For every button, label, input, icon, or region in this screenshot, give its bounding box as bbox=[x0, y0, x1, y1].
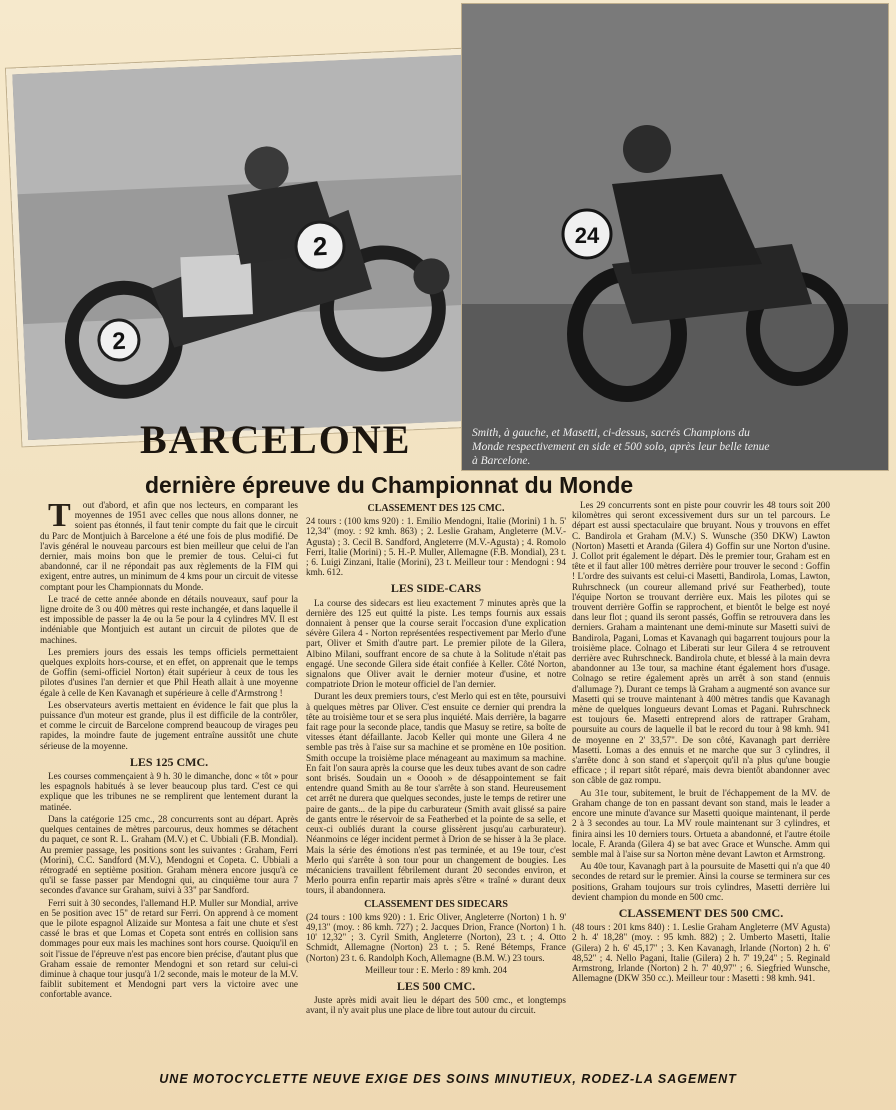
motorcycle-illustration bbox=[462, 4, 888, 470]
paragraph: Durant les deux premiers tours, c'est Merlo qui est en tête, poursuivi à quelques mètres par Oliver. C'est ensuite ce dernier qui prendra la tête au troisième tour et se sera plus inquiété. Mais derrière, la bagarre fait rage pour la seconde place, tandis que Masuy se retire, sa boîte de vitesses étant défaillante. Jacob Keller qui monte une Gilera 4 ne semble pas très à l'aise sur sa machine et se promène en 10e position. Smith occupe la troisième place ménageant au maximum sa machine. En fait l'on saura après la course que les deux tubes avant de son cadre sont brisés. Soudain un « Ooooh » de désappointement se fait entendre quand Smith au 8e tour s'arrête à son stand. Heureusement cet arrêt ne durera que quelques secondes, juste le temps de retirer une paire de gants... de la pipe du carburateur (Smith avait glissé sa paire de gants entre le réservoir de sa Featherbed et la pointe de sa selle, et ceux-ci oubliés durant la course glissèrent jusqu'au carburateur). Néanmoins ce léger incident permet à Drion de se hisser à la 3e place. Mais la série des émotions n'est pas terminée, et au 19e tour, c'est Merlo qui s'arrête à son tour pour un changement de bougies. Les mécaniciens travaillent fébrilement durant 20 secondes environ, et Merlo pourra enfin repartir mais après s'être « traîné » durant deux tours, il abandonnera. bbox=[306, 691, 566, 896]
sidecar-illustration bbox=[12, 54, 498, 440]
article-title: BARCELONE bbox=[140, 417, 412, 462]
paragraph: out d'abord, et afin que nos lecteurs, en comparant les moyennes de 1951 avec celles que nous allons donner, ne soient pas étonnés, il faut tenir compte du fait que le circuit du Parc de Montjuich à Barcelone a été une fois de plus modifié. De l'avis général le nouveau parcours est bien meilleur que celui de l'an dernier, mais moins bon que le premier de tous. Celui-ci fut abandonné, car il ne répondait pas aux règlements de la FIM qui exigent, entre autres, un minimum de 4 kms pour un circuit de vitesse comptant pour les Championnats du Monde. bbox=[40, 500, 298, 592]
paragraph: Ferri suit à 30 secondes, l'allemand H.P. Muller sur Mondial, arrive en 5e position avec 15" de retard sur Ferri. On apprend à ce moment que le pilote espagnol Alizaide sur Montesa a fait une chute et s'est cassé le bras et que Lomas et Copeta sont entrés en collision sans dommages pour eux mais les machines sont hors course. Quoiqu'il en soit l'issue de l'épreuve n'est pas encore bien précise, d'autant plus que Graham essaie de remonter Mendogni et son retard sur celui-ci diminue à chaque tour jusqu'à 1/2 seconde, mais le moteur de la M.V. faiblit subitement et Mendogni part vers la victoire avec une confortable avance. bbox=[40, 897, 298, 1000]
column-3 bbox=[572, 500, 830, 985]
photo-caption: Smith, à gauche, et Masetti, ci-dessus, sacrés Champions du Monde respectivement en side et 500 solo, après leur belle tenue à Barcelone. bbox=[472, 427, 770, 467]
race-number-right: 24 bbox=[574, 223, 600, 248]
results-sidecars: (24 tours : 100 kms 920) : 1. Eric Oliver, Angleterre (Norton) 1 h. 9' 49,13" (moy. : 86 kmh. 727) ; 2. Jacques Drion, France (Norton) 1 h. 10' 12,32" ; 3. Cyril Smith, Angleterre (Norton), 23 t. ; 4. Otto Schmidt, Allemagne (Norton) 23 t. ; 5. René Bétemps, France (Norton) 23 t. 6. Randolph Koch, Allemagne (B.M. W.) 23 tours. bbox=[306, 911, 566, 963]
photo-smith-sidecar bbox=[6, 48, 504, 447]
paragraph: Au 40e tour, Kavanagh part à la poursuite de Masetti qui n'a que 40 secondes de retard sur le premier. Ainsi la course se terminera sur ces positions, Graham toujours sur trois cylindres, Masetti derrière lui devient champion du monde en 500 cmc. bbox=[572, 861, 830, 902]
results-heading-125: CLASSEMENT DES 125 CMC. bbox=[367, 503, 505, 514]
results-heading-sidecars: CLASSEMENT DES SIDECARS bbox=[364, 898, 508, 910]
paragraph: Les observateurs avertis mettaient en évidence le fait que plus la puissance d'un moteur est grande, plus il est difficile de la contrôler, et comme le circuit de Barcelone comprend beaucoup de virages peu rapides, la moindre faute de jugement entraîne aussitôt une chute sérieuse de la moyenne. bbox=[40, 699, 298, 751]
results-heading-500: CLASSEMENT DES 500 CMC. bbox=[618, 905, 784, 920]
paragraph: Les courses commençaient à 9 h. 30 le dimanche, donc « tôt » pour les espagnols habitués à se lever beaucoup plus tard. C'est ce qui explique que les tribunes ne se remplirent que lentement durant la matinée. bbox=[40, 771, 298, 812]
paragraph: La course des sidecars est lieu exactement 7 minutes après que la dernière des 125 eut quitté la piste. Les temps fournis aux essais donnaient à penser que la course serait l'occasion d'une explication sévère Gilera 4 - Norton représentées respectivement par Merlo d'une part, Oliver et Smith d'autre part. Le premier pilote de la Gilera, Albino Milani, souffrant encore de sa chute à la Solitude n'était pas engagé. Une seconde Gilera side était confiée à Keller. Côté Norton, signalons que Oliver avait le dernier moteur d'usine, et notre compatriote Drion le moteur officiel de l'an dernier. bbox=[306, 597, 566, 690]
article-subtitle: dernière épreuve du Championnat du Monde bbox=[145, 472, 634, 498]
section-heading-125: LES 125 CMC. bbox=[129, 754, 209, 769]
section-heading-sidecars: LES SIDE-CARS bbox=[390, 581, 482, 596]
paragraph: Le tracé de cette année abonde en détails nouveaux, sauf pour la ligne droite de 3 ou 400 mètres qui reste inchangée, et dans laquelle il est impossible de passer la 4e ou la 5e pour la 4 cylindres MV. Il est indéniable que Montjuich est autant un circuit de pilotes que de machines. bbox=[40, 593, 298, 645]
drop-cap: T bbox=[48, 497, 71, 534]
page-footer: UNE MOTOCYCLETTE NEUVE EXIGE DES SOINS MINUTIEUX, RODEZ-LA SAGEMENT bbox=[159, 1072, 737, 1086]
paragraph: Les 29 concurrents sont en piste pour couvrir les 48 tours soit 200 kilomètres qui seront excessivement durs sur un tel parcours. Le départ est aussi spectaculaire que bruyant. Nous y trouvons en effet C. Bandirola et Graham (M.V.) S. Wunsche (350 DKW) Lawton (Norton) Masetti et Aranda (Gilera 4) Goffin sur une Norton d'usine. J. Collot prit également le départ. Dès le premier tour, Graham est en tête et il faut aller 100 mètres derrière pour trouver le second : Goffin ! L'ordre des suivants est celui-ci Masetti, Bandirola, Lomas, Lawton, Ruhrschneck (un coureur allemand privé sur Featherbed), toute l'équipe Norton se trouvant derrière eux. Mais les pilotes qui se trouvent derrière Goffin se rapprochent, et bientôt le belge est noyé dans leur flot ; quand ils seront passés, Goffin se retrouvera dans les derniers. Graham a maintenant une demi-minute sur Masetti suivi de Bandirola, Pagani, Lomas et Kavanagh qui bagarrent toujours pour la troisième place. Colnago et Liberati sur leur Gilera 4 se retrouvent derrière avec Ruhrschneck. Bandirola chute, et blessé à la main devra abandonner au 13e tour, sa machine étant également hors d'usage. Colnago se retire également après un arrêt à son stand (ennuis d'allumage ?). Durant ce temps là Graham a augmenté son avance sur Masetti qui se trouve maintenant à 400 mètres tandis que Kavanagh mène de quelques longueurs devant Lomas et Pagani. Ruhrschneck est toujours 6e. Masetti entreprend alors de rattraper Graham, poursuite au cours de laquelle il bat le record du tour à 98 kmh. 941 de moyenne en 2' 33,57". De son côté, Kavanagh part derrière Masetti. Lomas a des ennuis et ne marche que sur 3 cylindres, il s'arrête donc à son stand et s'aperçoit qu'il n'a plus qu'une bougie efficace ; il repart sitôt réparé, mais devra bientôt abandonner avec son câble de gaz rompu. bbox=[572, 500, 830, 786]
paragraph: Dans la catégorie 125 cmc., 28 concurrents sont au départ. Après quelques centaines de mètres parcourus, deux hommes se détachent du paquet, ce sont R. L. Graham (M.V.) et C. Ubbiali (F.B. Mondial). Au premier passage, les positions sont les suivantes : Graham, Ferri (Morini), C.C. Sandford (M.V.), Mendogni et Copeta. C. Ubbiali a rétrogradé en septième position. Graham mènera encore jusqu'à ce qu'il se fasse passer par Mendogni qui, au cinquième tour aura 7 secondes d'avance sur Graham, suivi à 33" par Sandford. bbox=[40, 813, 298, 896]
results-500: (48 tours : 201 kms 840) : 1. Leslie Graham Angleterre (MV Agusta) 2 h. 4' 18,28" (moy. : 95 kmh. 882) ; 2. Umberto Masetti, Italie (Gilera) 2 h. 6' 45,17" ; 3. Ken Kavanagh, Irlande (Norton) 2 h. 6' 48,52" ; 4. Nello Pagani, Italie (Gilera) 2 h. 7' 19,24" ; 5. Reginald Armstrong, Irlande (Norton) 2 h. 7' 40,97" ; 6. Siegfried Wunsche, Allemagne (DKW 350 cc.). Meilleur tour : Masetti : 98 kmh. 941. bbox=[572, 922, 830, 984]
race-number-sidecar: 2 bbox=[111, 327, 127, 356]
column-2 bbox=[306, 500, 566, 1018]
results-125: 24 tours : (100 kms 920) : 1. Emilio Mendogni, Italie (Morini) 1 h. 5' 12,34" (moy. : 92 kmh. 863) ; 2. Leslie Graham, Angleterre (M.V.-Agusta) ; 3. Cecil B. Sandford, Angleterre (M.V.-Agusta) ; 4. Romolo Ferri, Italie (Morini) ; 5. H.-P. Muller, Allemagne (F.B. Mondial), 23 t. ; 6. Luigi Zinzani, Italie (Morini), 23 t. Meilleur tour : Mendogni : 94 kmh. 612. bbox=[306, 516, 566, 578]
best-lap-sidecars: Meilleur tour : E. Merlo : 89 kmh. 204 bbox=[365, 964, 507, 975]
paragraph: Au 31e tour, subitement, le bruit de l'échappement de la MV. de Graham change de ton en passant devant son stand, mais le leader a encore une minute d'avance sur Masetti quoique maintenant, il perde 2 à 3 secondes au tour. La MV roule maintenant sur 3 cylindres, et finira ainsi les 10 derniers tours. Ortueta a abandonné, et l'autre étoile locale, F. Aranda (Gilera 4) se bat avec Grace et Wunsche. Amm qui semble mal à l'aise sur sa Norton mène devant Lawton et Armstrong. bbox=[572, 787, 830, 859]
paragraph: Les premiers jours des essais les temps officiels permettaient quelques exploits hors-course, et en effet, on apprenait que le temps de Goffin (semi-officiel Norton) était supérieur à ceux de tous les pilotes d'usines l'an dernier et que Phil Heath allait à une moyenne égale à celle de Ken Kavanagh et supérieure à celle d'Armstrong ! bbox=[40, 646, 298, 698]
section-heading-500: LES 500 CMC. bbox=[396, 978, 476, 993]
photo-masetti-500 bbox=[462, 4, 888, 470]
paragraph: Juste après midi avait lieu le départ des 500 cmc., et longtemps avant, il n'y avait plus une place de libre tout autour du circuit. bbox=[306, 995, 566, 1016]
race-number-left: 2 bbox=[312, 230, 328, 262]
column-1 bbox=[40, 497, 298, 1002]
